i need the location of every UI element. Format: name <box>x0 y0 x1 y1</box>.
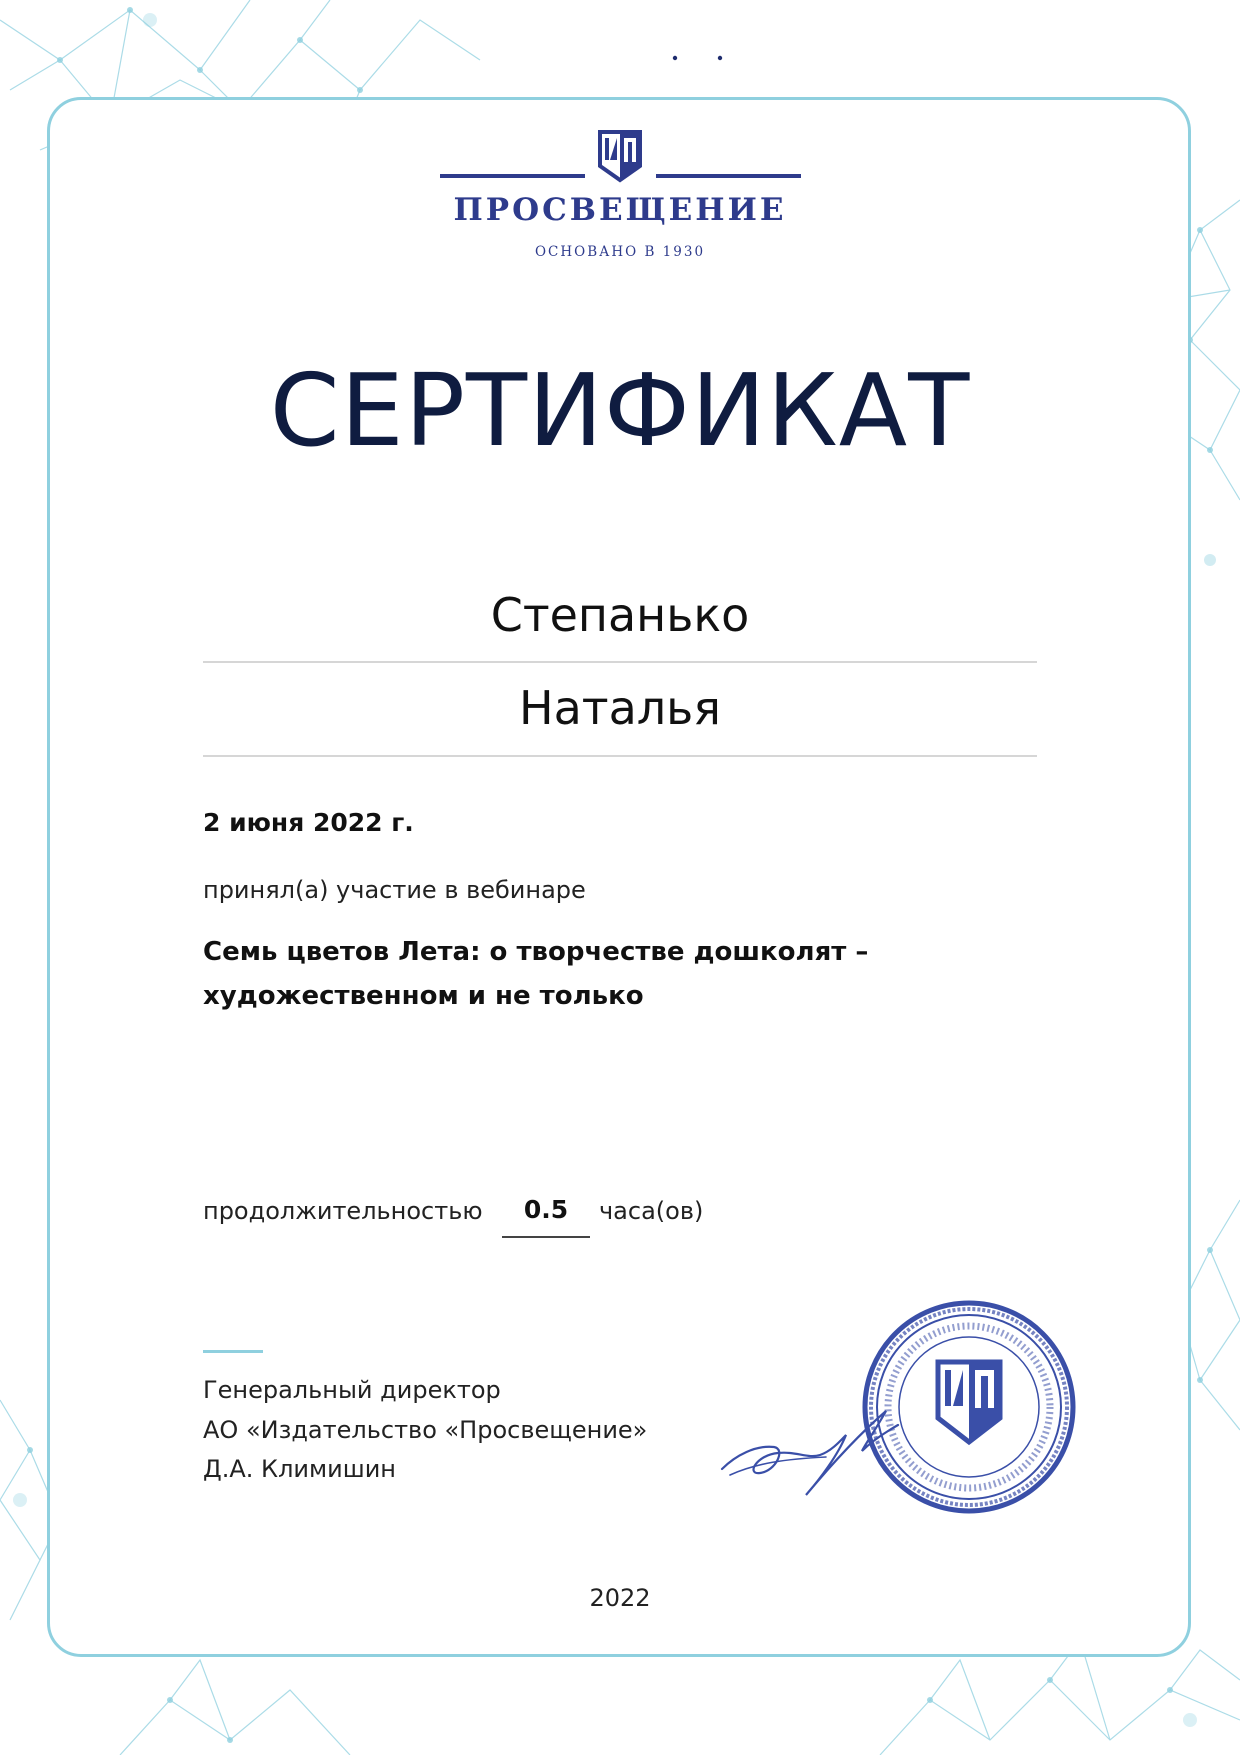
signer-name: Д.А. Климишин <box>203 1455 396 1483</box>
footer-year: 2022 <box>589 1584 651 1612</box>
first-name-divider <box>203 755 1037 757</box>
duration-underline <box>502 1236 590 1238</box>
duration-label: продолжительностью <box>203 1197 483 1225</box>
brand-name: ПРОСВЕЩЕНИЕ <box>453 192 787 228</box>
surname-divider <box>203 661 1037 663</box>
event-date: 2 июня 2022 г. <box>203 808 414 837</box>
webinar-title: Семь цветов Лета: о творчестве дошколят – художественном и не только <box>203 937 869 1011</box>
signer-accent-bar <box>203 1350 263 1353</box>
publisher-logo <box>440 126 800 266</box>
logo-rule-left <box>440 174 585 178</box>
duration-value: 0.5 <box>523 1195 569 1224</box>
recipient-first-name: Наталья <box>519 681 721 735</box>
recipient-surname: Степанько <box>490 588 750 642</box>
participation-text: принял(а) участие в вебинаре <box>203 876 586 904</box>
signer-organization: АО «Издательство «Просвещение» <box>203 1416 648 1444</box>
signer-position: Генеральный директор <box>203 1376 501 1404</box>
brand-tagline: ОСНОВАНО В 1930 <box>534 244 706 260</box>
logo-rule-right <box>656 174 801 178</box>
prosveshchenie-emblem-icon <box>597 126 643 184</box>
certificate-title: СЕРТИФИКАТ <box>269 352 971 469</box>
duration-unit: часа(ов) <box>599 1197 704 1225</box>
company-seal-icon <box>858 1296 1080 1518</box>
